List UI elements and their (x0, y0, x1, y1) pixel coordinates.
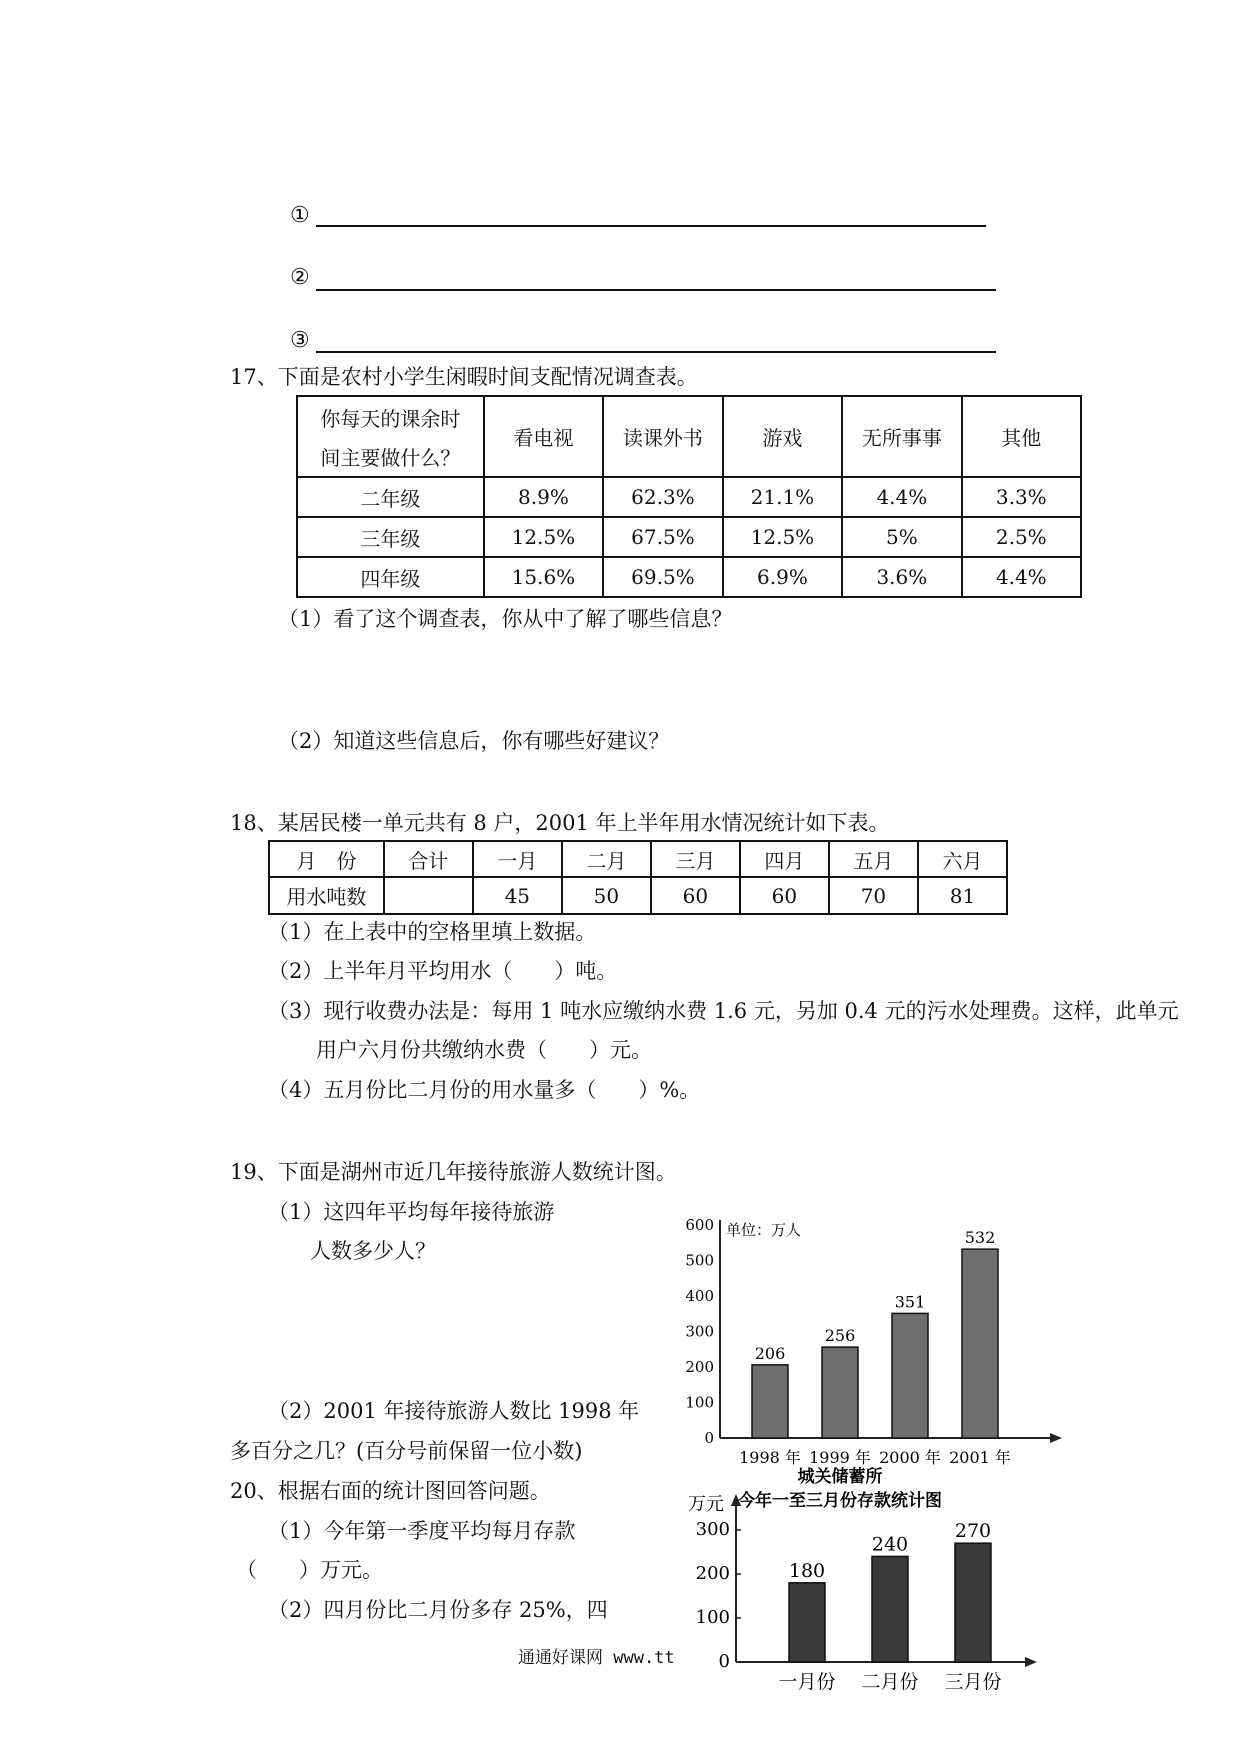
table-cell: 21.1% (723, 477, 843, 517)
table-cell: 45 (473, 877, 562, 914)
table-cell: 69.5% (603, 557, 723, 597)
table-cell: 12.5% (723, 517, 843, 557)
q18-row-label: 用水吨数 (269, 877, 384, 914)
q17-survey-table (296, 395, 1082, 598)
table-cell: 67.5% (603, 517, 723, 557)
table-cell: 4.4% (962, 557, 1081, 597)
answer-line-2 (316, 289, 996, 291)
q18-title: 18、某居民楼一单元共有 8 户，2001 年上半年用水情况统计如下表。 (230, 811, 890, 835)
table-cell: 一月 (473, 841, 562, 877)
table-cell: 60 (740, 877, 829, 914)
q18-header-total: 合计 (384, 841, 473, 877)
y-tick-label: 500 (685, 1251, 714, 1270)
table-cell: 四月 (740, 841, 829, 877)
x-tick-label: 2001 年 (949, 1448, 1011, 1467)
table-cell: 8.9% (484, 477, 604, 517)
x-tick-label: 1998 年 (739, 1448, 801, 1467)
q20-sub1-line2: （ ）万元。 (236, 1558, 383, 1582)
q18-header-row (269, 841, 1007, 877)
table-cell: 50 (562, 877, 651, 914)
tourism-bar-chart (670, 1200, 1070, 1470)
table-cell: 六月 (918, 841, 1007, 877)
q17-header-idle: 无所事事 (842, 396, 961, 477)
table-cell: 五月 (829, 841, 918, 877)
q17-header-question-line1: 你每天的课余时 (320, 406, 461, 431)
table-row (297, 557, 1081, 597)
y-tick-label: 0 (718, 1651, 730, 1672)
q17-header-row (297, 396, 1081, 477)
q19-sub1-line2: 人数多少人？ (310, 1239, 436, 1263)
answer-line-1 (316, 225, 986, 227)
table-cell: 二月 (562, 841, 651, 877)
q18-sub3-line2: 用户六月份共缴纳水费（ ）元。 (316, 1038, 652, 1062)
chart-title-line2: 今年一至三月份存款统计图 (738, 1491, 942, 1511)
bar (752, 1365, 788, 1438)
table-cell: 15.6% (484, 557, 604, 597)
chart-title-line1: 城关储蓄所 (797, 1467, 883, 1487)
y-tick-label: 300 (685, 1322, 714, 1341)
deposit-bar-chart (680, 1466, 1040, 1696)
bar-value-label: 256 (824, 1326, 856, 1346)
q20-sub2: （2）四月份比二月份多存 25%，四 (268, 1598, 608, 1622)
q18-sub3-line1: （3）现行收费办法是：每用 1 吨水应缴纳水费 1.6 元，另加 0.4 元的污水处理费。这样，此单元 (268, 999, 1179, 1023)
q18-header-month: 月 份 (269, 841, 384, 877)
answer-line-3 (316, 351, 996, 353)
bar (892, 1313, 928, 1438)
bar-value-label: 532 (964, 1228, 996, 1248)
q19-title: 19、下面是湖州市近几年接待旅游人数统计图。 (230, 1160, 677, 1184)
bar (962, 1249, 998, 1438)
table-cell: 70 (829, 877, 918, 914)
x-tick-label: 2000 年 (879, 1448, 941, 1467)
table-cell: 4.4% (842, 477, 961, 517)
q17-header-question (297, 396, 484, 477)
table-cell: 81 (918, 877, 1007, 914)
y-tick-label: 400 (685, 1287, 714, 1305)
table-cell: 62.3% (603, 477, 723, 517)
q17-header-other: 其他 (962, 396, 1081, 477)
y-tick-label: 200 (685, 1358, 714, 1376)
y-tick-label: 100 (695, 1607, 730, 1628)
q18-sub2: （2）上半年月平均用水（ ）吨。 (268, 959, 618, 983)
bar (872, 1556, 908, 1662)
table-cell: 3.3% (962, 477, 1081, 517)
x-tick-label: 一月份 (778, 1671, 836, 1693)
q20-title: 20、根据右面的统计图回答问题。 (230, 1479, 551, 1503)
table-cell: 60 (651, 877, 740, 914)
bar (789, 1583, 825, 1662)
bar-value-label: 240 (871, 1533, 909, 1556)
q17-header-tv: 看电视 (484, 396, 604, 477)
table-row (297, 477, 1081, 517)
table-row (269, 877, 1007, 914)
table-cell: 5% (842, 517, 961, 557)
table-cell: 6.9% (723, 557, 843, 597)
y-tick-label: 200 (695, 1563, 730, 1584)
y-tick-label: 0 (704, 1429, 714, 1447)
x-axis-arrow (1025, 1657, 1037, 1667)
q17-header-games: 游戏 (723, 396, 843, 477)
x-tick-label: 二月份 (861, 1671, 919, 1693)
x-tick-label: 1999 年 (809, 1448, 871, 1467)
bar (822, 1347, 858, 1438)
q18-sub4: （4）五月份比二月份的用水量多（ ）%。 (268, 1078, 701, 1102)
x-tick-label: 三月份 (944, 1671, 1002, 1693)
q17-sub1: （1）看了这个调查表，你从中了解了哪些信息？ (278, 607, 733, 631)
y-tick-label: 300 (695, 1519, 730, 1540)
table-cell: 2.5% (962, 517, 1081, 557)
q18-total-cell (384, 877, 473, 914)
y-tick-label: 600 (685, 1216, 714, 1234)
y-tick-label: 100 (685, 1393, 714, 1412)
table-cell: 12.5% (484, 517, 604, 557)
x-axis-arrow (1050, 1433, 1062, 1443)
blank-label-2: ② (290, 265, 310, 290)
chart-unit-label: 单位：万人 (726, 1221, 802, 1239)
table-cell: 三月 (651, 841, 740, 877)
q17-grade-cell: 二年级 (297, 477, 484, 517)
q17-grade-cell: 三年级 (297, 517, 484, 557)
q17-header-reading: 读课外书 (603, 396, 723, 477)
blank-label-3: ③ (290, 328, 310, 353)
q17-header-question-line2: 间主要做什么？ (320, 445, 461, 470)
chart-ylabel: 万元 (688, 1494, 724, 1515)
bar-value-label: 351 (894, 1292, 926, 1312)
q18-water-table (268, 840, 1008, 915)
bar (955, 1543, 991, 1662)
bar-value-label: 206 (754, 1343, 786, 1363)
q18-sub1: （1）在上表中的空格里填上数据。 (268, 920, 597, 944)
q19-sub1-line1: （1）这四年平均每年接待旅游 (268, 1200, 555, 1224)
bar-value-label: 180 (788, 1559, 826, 1582)
q17-title: 17、下面是农村小学生闲暇时间支配情况调查表。 (230, 365, 698, 389)
watermark: 通通好课网 www.tt (518, 1648, 675, 1668)
blank-label-1: ① (290, 203, 310, 228)
q19-sub2-line2: 多百分之几？(百分号前保留一位小数) (230, 1439, 583, 1463)
q19-sub2-line1: （2）2001 年接待旅游人数比 1998 年 (268, 1399, 640, 1423)
table-row (297, 517, 1081, 557)
q20-sub1-line1: （1）今年第一季度平均每月存款 (268, 1519, 576, 1543)
q17-grade-cell: 四年级 (297, 557, 484, 597)
bar-value-label: 270 (954, 1520, 992, 1543)
table-cell: 3.6% (842, 557, 961, 597)
q17-sub2: （2）知道这些信息后，你有哪些好建议？ (278, 729, 670, 753)
